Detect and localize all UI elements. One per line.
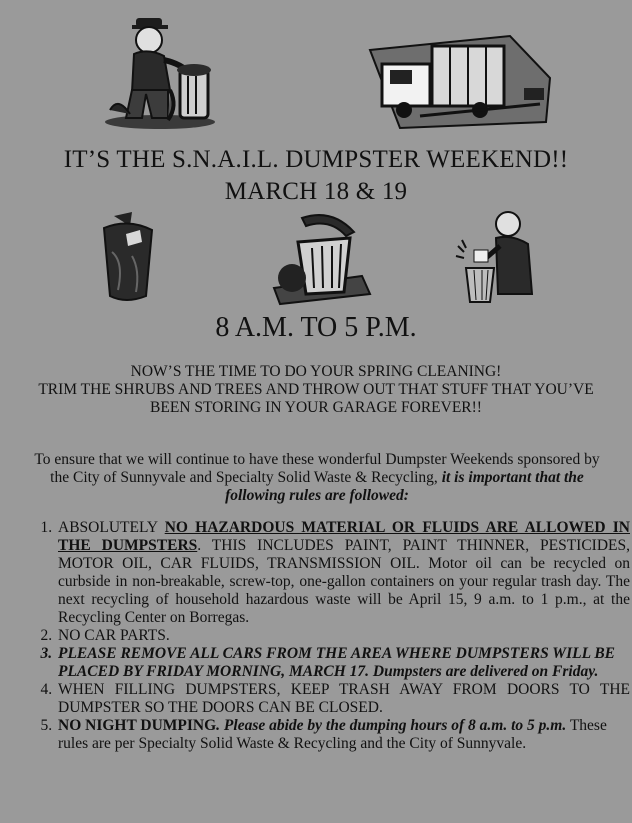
rule-4-text: WHEN FILLING DUMPSTERS, KEEP TRASH AWAY FROM DOORS TO THE DUMPSTER SO THE DOORS CAN BE CLOSED.	[58, 681, 630, 716]
rule-5-strong: NO NIGHT DUMPING	[58, 717, 217, 734]
businessman-wastebasket-illustration	[452, 206, 552, 306]
garbage-truck-illustration	[360, 30, 560, 130]
trash-can-illustration	[272, 208, 372, 306]
rule-1-rest: . THIS INCLUDES PAINT, PAINT THINNER, PESTICIDES, MOTOR OIL, CAR FLUIDS, TRANSMISSION OIL. Motor oil can be recycled on curbside in non-breakable, screw-top, one-gallon containers on your regular trash day. The next recycling of household hazardous waste will be April 15, 9 a.m. to 1 p.m., at the Recycling Center on Borregas.	[58, 537, 630, 626]
rule-5-emphasis: . Please abide by the dumping hours of 8 a.m. to 5 p.m.	[216, 717, 567, 734]
headline-dates: MARCH 18 & 19	[224, 178, 408, 205]
spring-cleaning-line-1: NOW’S THE TIME TO DO YOUR SPRING CLEANING!	[130, 363, 502, 380]
intro-text: To ensure that we will continue to have these wonderful Dumpster Weekends sponsored by the City of Sunnyvale and Specialty Solid Waste & Recycling,	[34, 451, 600, 486]
spring-cleaning-line-3: BEEN STORING IN YOUR GARAGE FOREVER!!	[150, 399, 482, 416]
rule-1-lead: ABSOLUTELY	[58, 519, 165, 536]
rule-item-night-dumping	[56, 717, 630, 753]
rule-3-text: PLEASE REMOVE ALL CARS FROM THE AREA WHERE DUMPSTERS WILL BE PLACED BY FRIDAY MORNING, MARCH 17. Dumpsters are delivered on Friday.	[58, 645, 616, 680]
intro-paragraph	[30, 451, 604, 505]
trash-bag-illustration	[96, 212, 160, 304]
rule-item-car-parts	[56, 627, 630, 645]
headline-title: IT’S THE S.N.A.I.L. DUMPSTER WEEKEND!!	[63, 146, 569, 173]
rule-2-text: NO CAR PARTS.	[58, 627, 170, 644]
sanitation-worker-illustration	[98, 10, 220, 132]
intro-emphasis: it is important that the following rules are followed:	[225, 469, 584, 504]
rules-list	[20, 519, 630, 753]
rule-item-remove-cars	[56, 645, 630, 681]
rule-item-keep-doors-clear	[56, 681, 630, 717]
rule-5-rest: These rules are per Specialty Solid Waste & Recycling and the City of Sunnyvale.	[58, 717, 607, 752]
event-hours: 8 A.M. TO 5 P.M.	[215, 312, 417, 343]
rule-1-strong: NO HAZARDOUS MATERIAL OR FLUIDS ARE ALLOWED IN THE DUMPSTERS	[58, 519, 630, 554]
rule-item-hazardous	[56, 519, 630, 627]
spring-cleaning-line-2: TRIM THE SHRUBS AND TREES AND THROW OUT THAT STUFF THAT YOU’VE	[38, 381, 594, 398]
